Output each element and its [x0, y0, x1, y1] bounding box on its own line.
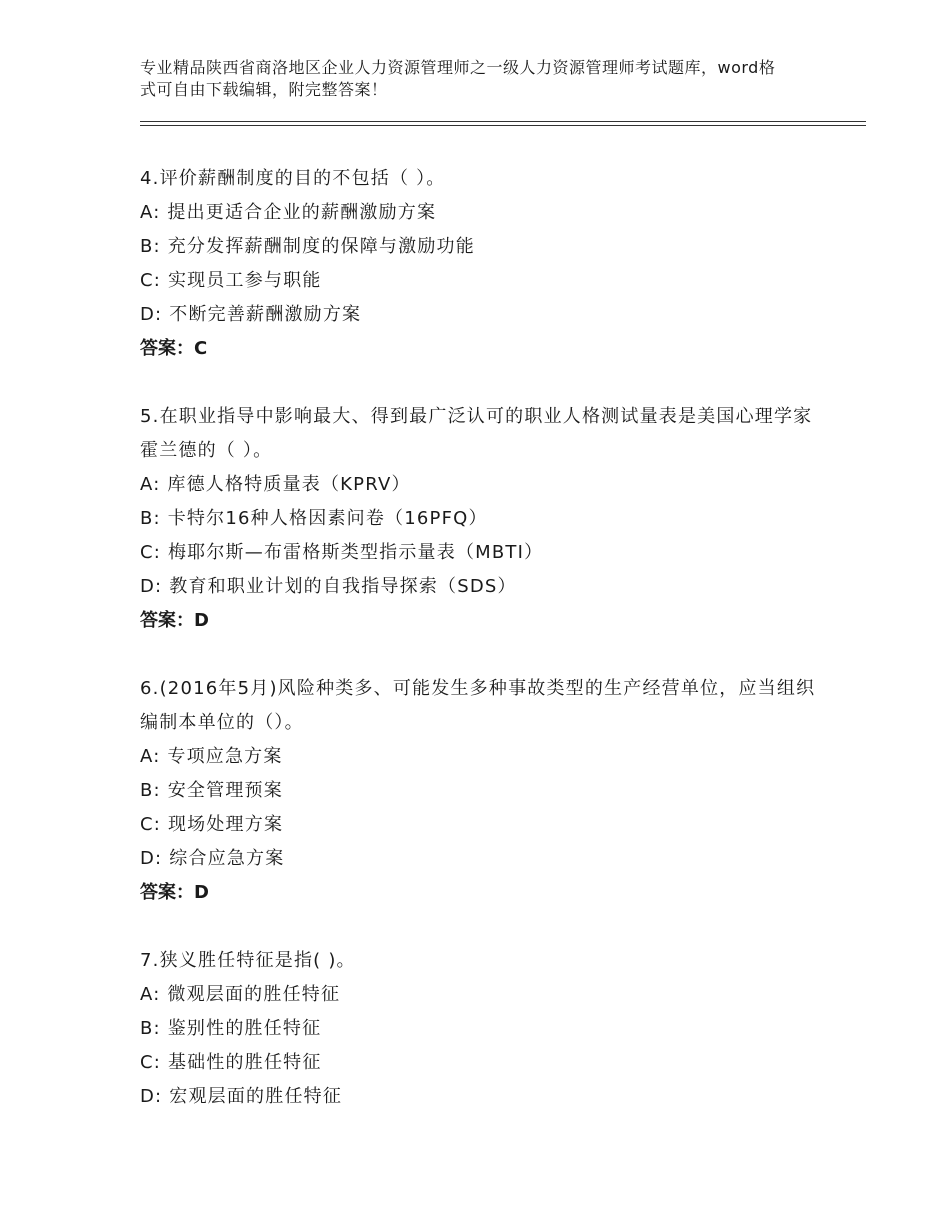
question-block — [140, 944, 820, 1114]
question-text: 6.(2016年5月)风险种类多、可能发生多种事故类型的生产经营单位，应当组织编制本单位的（）。 — [140, 678, 816, 733]
question-text: 4.评价薪酬制度的目的不包括（ ）。 — [140, 168, 446, 189]
question-block — [140, 400, 820, 638]
option-a: A: 微观层面的胜任特征 — [140, 984, 341, 1005]
option-a: A: 提出更适合企业的薪酬激励方案 — [140, 202, 437, 223]
question-block — [140, 162, 820, 366]
question-text: 7.狭义胜任特征是指( )。 — [140, 950, 356, 971]
question-list — [140, 162, 820, 1148]
option-b: B: 安全管理预案 — [140, 780, 283, 801]
option-d: D: 宏观层面的胜任特征 — [140, 1086, 343, 1107]
option-a: A: 库德人格特质量表（KPRV） — [140, 474, 411, 495]
option-b: B: 鉴别性的胜任特征 — [140, 1018, 322, 1039]
question-text: 5.在职业指导中影响最大、得到最广泛认可的职业人格测试量表是美国心理学家霍兰德的（ ）。 — [140, 406, 813, 461]
option-a: A: 专项应急方案 — [140, 746, 283, 767]
option-d: D: 综合应急方案 — [140, 848, 285, 869]
option-b: B: 卡特尔16种人格因素问卷（16PFQ） — [140, 508, 488, 529]
option-c: C: 基础性的胜任特征 — [140, 1052, 322, 1073]
header-divider — [140, 121, 866, 122]
question-block — [140, 672, 820, 910]
answer-line: 答案：D — [140, 610, 209, 631]
option-b: B: 充分发挥薪酬制度的保障与激励功能 — [140, 236, 475, 257]
option-c: C: 梅耶尔斯—布雷格斯类型指示量表（MBTI） — [140, 542, 544, 563]
option-c: C: 现场处理方案 — [140, 814, 284, 835]
answer-line: 答案：D — [140, 882, 209, 903]
header-divider-secondary — [140, 125, 866, 126]
document-header: 专业精品陕西省商洛地区企业人力资源管理师之一级人力资源管理师考试题库，word格式可自由下载编辑，附完整答案！ — [140, 58, 776, 99]
answer-line: 答案：C — [140, 338, 208, 359]
option-d: D: 教育和职业计划的自我指导探索（SDS） — [140, 576, 517, 597]
option-c: C: 实现员工参与职能 — [140, 270, 322, 291]
option-d: D: 不断完善薪酬激励方案 — [140, 304, 362, 325]
